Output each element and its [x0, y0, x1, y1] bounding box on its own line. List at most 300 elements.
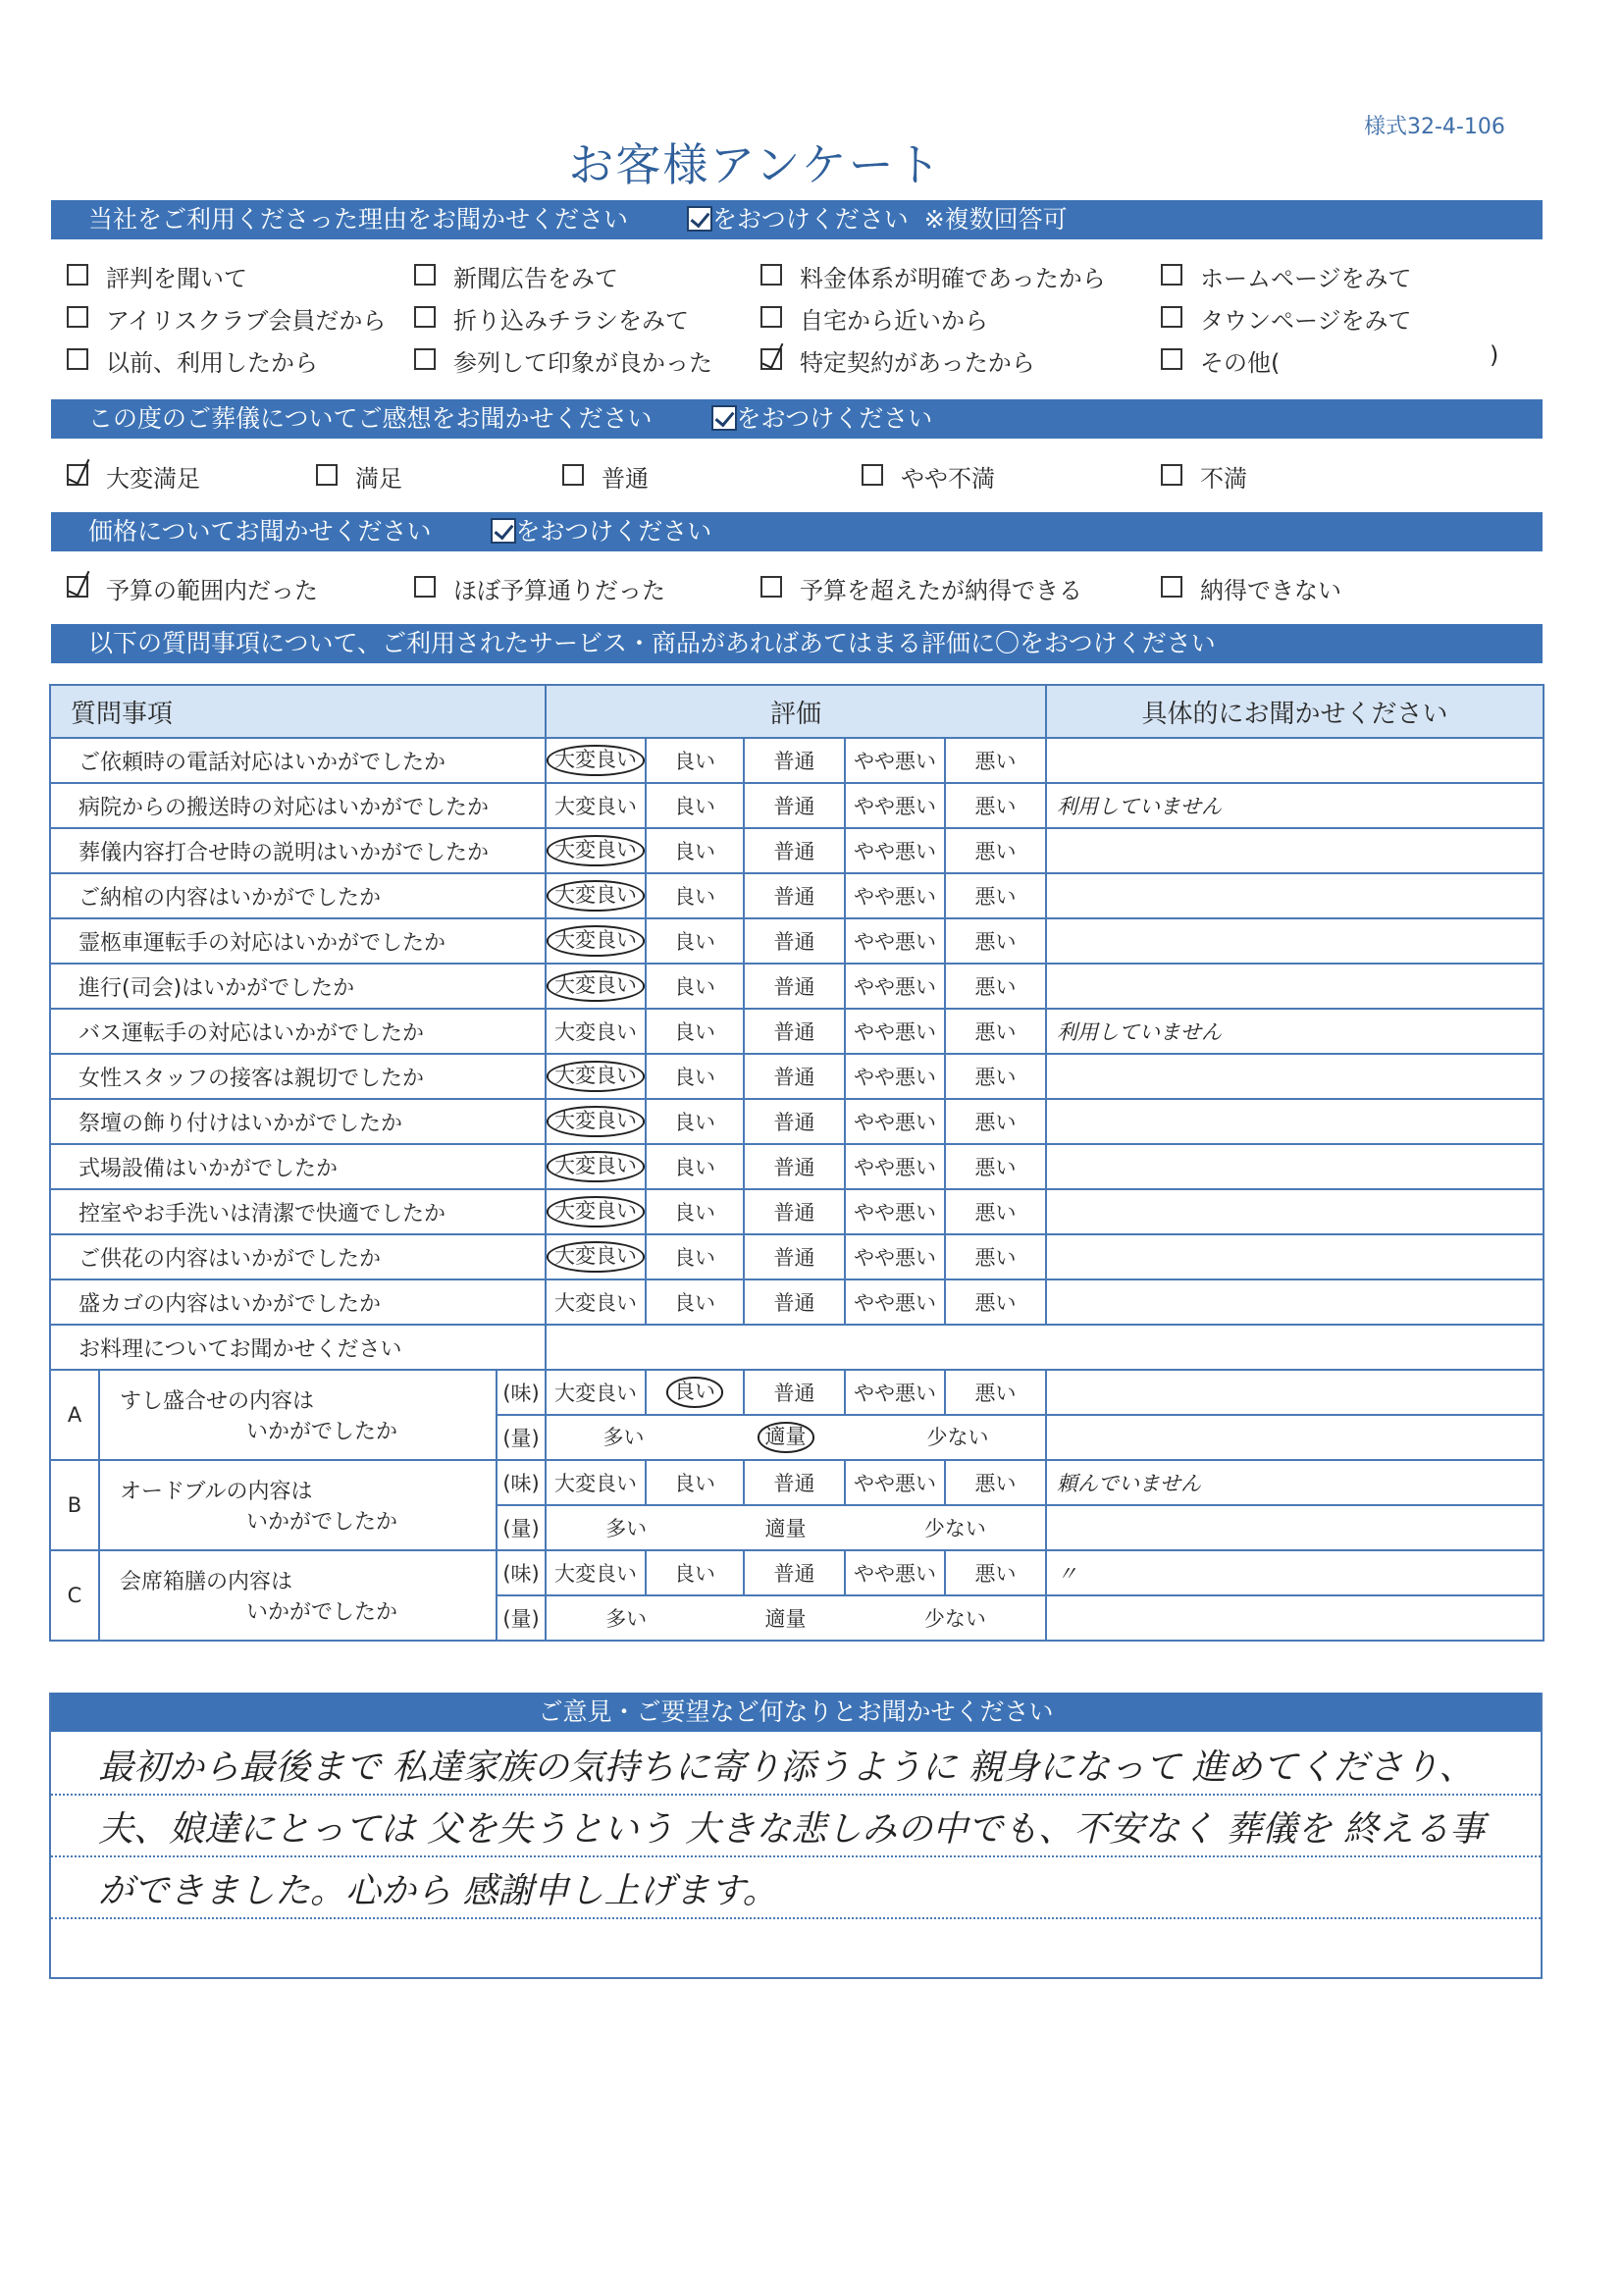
food1-taste-rating-0[interactable] [546, 1460, 646, 1505]
food-item-line1: すし盛合せの内容は [120, 1389, 315, 1414]
q2-rating-4[interactable] [945, 828, 1046, 873]
q2-rating-text-2: 普通 [773, 840, 815, 863]
q1-rating-3[interactable] [845, 783, 945, 828]
qty-label: (量) [497, 1595, 546, 1641]
q3-rating-3[interactable] [845, 873, 945, 918]
food2-taste-rating-text-0: 大変良い [554, 1562, 638, 1586]
sec2-header [51, 399, 1543, 439]
food-id: B [50, 1460, 99, 1550]
question-text: 女性スタッフの接客は親切でしたか [50, 1054, 546, 1099]
q11-rating-text-0: 大変良い [547, 1241, 645, 1272]
question-note[interactable] [1046, 873, 1544, 918]
q10-rating-3[interactable] [845, 1189, 945, 1234]
q4-rating-2[interactable] [744, 918, 845, 964]
q7-rating-text-0: 大変良い [547, 1061, 645, 1091]
food-taste-note[interactable]: 〃 [1046, 1550, 1544, 1595]
food1-taste-rating-text-4: 悪い [974, 1472, 1017, 1495]
q9-rating-0[interactable] [546, 1144, 646, 1189]
sec3-label-3: 納得できない [1200, 577, 1341, 604]
qty-option-2[interactable]: 少ない [923, 1517, 986, 1540]
q11-rating-text-3: やや悪い [854, 1246, 937, 1270]
qty-option-0[interactable]: 多い [602, 1426, 645, 1450]
question-note[interactable] [1046, 828, 1544, 873]
sec1-checkbox-8[interactable] [67, 348, 88, 370]
q10-rating-text-4: 悪い [974, 1201, 1017, 1225]
other-close-paren: ) [1490, 341, 1499, 369]
question-text: ご依頼時の電話対応はいかがでしたか [50, 738, 546, 783]
sec1-checkbox-10[interactable] [760, 348, 782, 370]
sec2-label-0: 大変満足 [106, 465, 200, 493]
food1-taste-rating-1[interactable] [646, 1460, 744, 1505]
q8-rating-4[interactable] [945, 1099, 1046, 1144]
sec2-label-2: 普通 [602, 465, 649, 493]
sec2-check-note: をおつけください [736, 404, 933, 433]
qty-label: (量) [497, 1505, 546, 1550]
sec1-label-8: 以前、利用したから [106, 349, 318, 377]
q4-rating-3[interactable] [845, 918, 945, 964]
qty-option-1[interactable]: 適量 [764, 1517, 807, 1540]
q8-rating-2[interactable] [744, 1099, 845, 1144]
q5-rating-2[interactable] [744, 964, 845, 1009]
q1-rating-4[interactable] [945, 783, 1046, 828]
food-item [99, 1460, 497, 1550]
qty-option-0[interactable]: 多い [605, 1607, 648, 1631]
comment-line-1[interactable]: 夫、娘達にとっては 父を失うという 大きな悲しみの中でも、不安なく 葬儀を 終える事 [98, 1809, 1486, 1850]
q10-rating-0[interactable] [546, 1189, 646, 1234]
question-row [50, 783, 1544, 828]
q12-rating-text-1: 良い [674, 1291, 716, 1315]
q7-rating-text-1: 良い [674, 1066, 716, 1089]
food-item [99, 1550, 497, 1641]
food0-taste-rating-3[interactable] [845, 1370, 945, 1415]
q3-rating-text-2: 普通 [773, 885, 815, 909]
question-note[interactable]: 利用していません [1046, 783, 1544, 828]
q2-rating-0[interactable] [546, 828, 646, 873]
q8-rating-text-4: 悪い [974, 1111, 1017, 1134]
q3-rating-1[interactable] [646, 873, 744, 918]
taste-label: (味) [497, 1550, 546, 1595]
q2-rating-2[interactable] [744, 828, 845, 873]
food2-taste-rating-3[interactable] [845, 1550, 945, 1595]
evaluation-table [49, 684, 1544, 1642]
q5-rating-1[interactable] [646, 964, 744, 1009]
q7-rating-1[interactable] [646, 1054, 744, 1099]
q1-rating-1[interactable] [646, 783, 744, 828]
food-header-row [50, 1325, 1544, 1370]
food-item-line1: 会席箱膳の内容は [120, 1570, 293, 1594]
food-taste-row [50, 1550, 1544, 1595]
q6-rating-4[interactable] [945, 1009, 1046, 1054]
question-note[interactable] [1046, 1189, 1544, 1234]
food-item-line2: いかがでしたか [245, 1510, 397, 1535]
q3-rating-text-3: やや悪い [854, 885, 937, 909]
q11-rating-text-4: 悪い [974, 1246, 1017, 1270]
q6-rating-0[interactable] [546, 1009, 646, 1054]
q5-rating-text-4: 悪い [974, 975, 1017, 999]
sec2-label-1: 満足 [355, 465, 402, 493]
sec2-checkbox-0[interactable] [67, 464, 88, 486]
comment-line-0[interactable]: 最初から最後まで 私達家族の気持ちに寄り添うように 親身になって 進めてくださり、 [98, 1748, 1475, 1788]
sec1-checkbox-9[interactable] [414, 348, 436, 370]
q0-rating-text-1: 良い [674, 750, 716, 773]
food-header-blank [546, 1325, 1544, 1370]
sec3-label-1: ほぼ予算通りだった [453, 577, 665, 604]
sec2-checkbox-1[interactable] [316, 464, 338, 486]
comment-rule-2 [51, 1917, 1541, 1919]
food0-taste-rating-text-0: 大変良い [554, 1382, 638, 1405]
sec3-checkbox-1[interactable] [414, 576, 436, 598]
q9-rating-2[interactable] [744, 1144, 845, 1189]
q2-rating-text-3: やや悪い [854, 840, 937, 863]
sec2-checkbox-4[interactable] [1161, 464, 1182, 486]
q11-rating-2[interactable] [744, 1234, 845, 1279]
sec1-label-11: その他( [1200, 349, 1281, 377]
question-text: 式場設備はいかがでしたか [50, 1144, 546, 1189]
food-header: お料理についてお聞かせください [50, 1325, 546, 1370]
q8-rating-0[interactable] [546, 1099, 646, 1144]
q9-rating-text-0: 大変良い [547, 1151, 645, 1181]
food2-taste-rating-0[interactable] [546, 1550, 646, 1595]
q6-rating-text-3: やや悪い [854, 1020, 937, 1044]
sec2-checkbox-2[interactable] [562, 464, 584, 486]
q6-rating-text-4: 悪い [974, 1020, 1017, 1044]
sec1-checkbox-1[interactable] [414, 264, 436, 286]
q4-rating-4[interactable] [945, 918, 1046, 964]
q6-rating-text-2: 普通 [773, 1020, 815, 1044]
food1-taste-rating-4[interactable] [945, 1460, 1046, 1505]
food-id: C [50, 1550, 99, 1641]
q10-rating-4[interactable] [945, 1189, 1046, 1234]
sec3-checkbox-3[interactable] [1161, 576, 1182, 598]
qty-option-0[interactable]: 多い [605, 1517, 648, 1540]
q3-rating-2[interactable] [744, 873, 845, 918]
sec1-checkbox-0[interactable] [67, 264, 88, 286]
sec2-checkbox-3[interactable] [862, 464, 883, 486]
question-row [50, 1234, 1544, 1279]
question-row [50, 873, 1544, 918]
q5-rating-text-2: 普通 [773, 975, 815, 999]
sec1-label-5: 折り込みチラシをみて [453, 307, 689, 335]
q6-rating-2[interactable] [744, 1009, 845, 1054]
sec1-checkbox-6[interactable] [760, 306, 782, 328]
check-mark-icon [687, 206, 712, 232]
sec3-label-2: 予算を超えたが納得できる [800, 577, 1082, 604]
q2-rating-1[interactable] [646, 828, 744, 873]
q7-rating-3[interactable] [845, 1054, 945, 1099]
q0-rating-0[interactable] [546, 738, 646, 783]
q4-rating-1[interactable] [646, 918, 744, 964]
q3-rating-text-1: 良い [674, 885, 716, 909]
food2-taste-rating-text-4: 悪い [974, 1562, 1017, 1586]
qty-option-2[interactable]: 少ない [926, 1426, 989, 1450]
question-note[interactable] [1046, 1234, 1544, 1279]
q4-rating-text-0: 大変良い [547, 925, 645, 956]
q9-rating-4[interactable] [945, 1144, 1046, 1189]
q12-rating-3[interactable] [845, 1279, 945, 1325]
sec1-check-note: をおつけください [712, 205, 909, 234]
question-text: 控室やお手洗いは清潔で快適でしたか [50, 1189, 546, 1234]
question-text: ご納棺の内容はいかがでしたか [50, 873, 546, 918]
sec1-label-9: 参列して印象が良かった [453, 349, 712, 377]
q5-rating-text-3: やや悪い [854, 975, 937, 999]
q7-rating-text-2: 普通 [773, 1066, 815, 1089]
qty-options [546, 1505, 1046, 1550]
q9-rating-text-3: やや悪い [854, 1156, 937, 1179]
food2-taste-rating-2[interactable] [744, 1550, 845, 1595]
food-item [99, 1370, 497, 1460]
food-taste-row [50, 1460, 1544, 1505]
q0-rating-3[interactable] [845, 738, 945, 783]
qty-option-2[interactable]: 少ない [923, 1607, 986, 1631]
sec1-label-10: 特定契約があったから [800, 349, 1035, 377]
food1-taste-rating-2[interactable] [744, 1460, 845, 1505]
sec1-checkbox-2[interactable] [760, 264, 782, 286]
q8-rating-text-2: 普通 [773, 1111, 815, 1134]
question-row [50, 1144, 1544, 1189]
q0-rating-text-2: 普通 [773, 750, 815, 773]
sec3-checkbox-2[interactable] [760, 576, 782, 598]
food-qty-note[interactable] [1046, 1415, 1544, 1460]
food-item-line2: いかがでしたか [245, 1600, 397, 1625]
q2-rating-text-1: 良い [674, 840, 716, 863]
sec1-label-7: タウンページをみて [1200, 307, 1412, 335]
page-title: お客様アンケート [568, 138, 943, 191]
qty-options [546, 1595, 1046, 1641]
q12-rating-4[interactable] [945, 1279, 1046, 1325]
q11-rating-3[interactable] [845, 1234, 945, 1279]
food-taste-note[interactable] [1046, 1370, 1544, 1415]
question-text: ご供花の内容はいかがでしたか [50, 1234, 546, 1279]
sec1-header-text: 当社をご利用くださった理由をお聞かせください [88, 205, 629, 234]
q3-rating-4[interactable] [945, 873, 1046, 918]
food-taste-row [50, 1370, 1544, 1415]
q0-rating-4[interactable] [945, 738, 1046, 783]
q12-rating-0[interactable] [546, 1279, 646, 1325]
sec1-checkbox-11[interactable] [1161, 348, 1182, 370]
sec1-label-1: 新聞広告をみて [453, 265, 618, 292]
q1-rating-text-4: 悪い [974, 795, 1017, 818]
question-text: 盛カゴの内容はいかがでしたか [50, 1279, 546, 1325]
food0-taste-rating-text-1: 良い [666, 1377, 723, 1407]
q10-rating-text-1: 良い [674, 1201, 716, 1225]
sec1-label-0: 評判を聞いて [106, 265, 247, 292]
food-id: A [50, 1370, 99, 1460]
food-item-line1: オードブルの内容は [120, 1480, 313, 1504]
q11-rating-text-1: 良い [674, 1246, 716, 1270]
question-text: 祭壇の飾り付けはいかがでしたか [50, 1099, 546, 1144]
q5-rating-0[interactable] [546, 964, 646, 1009]
sec3-checkbox-0[interactable] [67, 576, 88, 598]
sec1-checkbox-7[interactable] [1161, 306, 1182, 328]
q4-rating-text-4: 悪い [974, 930, 1017, 954]
q9-rating-text-4: 悪い [974, 1156, 1017, 1179]
q12-rating-1[interactable] [646, 1279, 744, 1325]
q5-rating-4[interactable] [945, 964, 1046, 1009]
comment-rule-0 [51, 1794, 1541, 1796]
question-note[interactable] [1046, 738, 1544, 783]
question-row [50, 1009, 1544, 1054]
qty-option-1[interactable]: 適量 [758, 1422, 814, 1452]
question-row [50, 1054, 1544, 1099]
food-taste-note[interactable]: 頼んでいません [1046, 1460, 1544, 1505]
q11-rating-1[interactable] [646, 1234, 744, 1279]
q1-rating-text-2: 普通 [773, 795, 815, 818]
sec2-header-text: この度のご葬儀についてご感想をお聞かせください [88, 404, 653, 433]
q3-rating-text-4: 悪い [974, 885, 1017, 909]
food2-taste-rating-1[interactable] [646, 1550, 744, 1595]
sec5-header: ご意見・ご要望など何なりとお聞かせください [49, 1693, 1543, 1732]
q9-rating-text-2: 普通 [773, 1156, 815, 1179]
q4-rating-0[interactable] [546, 918, 646, 964]
food0-taste-rating-text-3: やや悪い [854, 1382, 937, 1405]
food1-taste-rating-text-3: やや悪い [854, 1472, 937, 1495]
food-qty-note[interactable] [1046, 1595, 1544, 1641]
qty-options [546, 1415, 1046, 1460]
sec3-header [51, 512, 1543, 551]
q0-rating-text-4: 悪い [974, 750, 1017, 773]
q9-rating-text-1: 良い [674, 1156, 716, 1179]
q2-rating-3[interactable] [845, 828, 945, 873]
q7-rating-2[interactable] [744, 1054, 845, 1099]
food2-taste-rating-text-1: 良い [674, 1562, 716, 1586]
q0-rating-text-0: 大変良い [547, 745, 645, 775]
food-item-line2: いかがでしたか [245, 1420, 397, 1444]
q8-rating-3[interactable] [845, 1099, 945, 1144]
q7-rating-text-4: 悪い [974, 1066, 1017, 1089]
sec1-label-6: 自宅から近いから [800, 307, 988, 335]
check-mark-icon [491, 518, 516, 544]
q12-rating-text-2: 普通 [773, 1291, 815, 1315]
q5-rating-text-1: 良い [674, 975, 716, 999]
qty-label: (量) [497, 1415, 546, 1460]
form-code: 様式32-4-106 [1364, 115, 1505, 139]
question-note[interactable] [1046, 964, 1544, 1009]
q6-rating-text-1: 良い [674, 1020, 716, 1044]
question-text: 進行(司会)はいかがでしたか [50, 964, 546, 1009]
q10-rating-text-0: 大変良い [547, 1196, 645, 1226]
q12-rating-text-4: 悪い [974, 1291, 1017, 1315]
sec1-label-4: アイリスクラブ会員だから [106, 307, 387, 335]
q3-rating-text-0: 大変良い [547, 880, 645, 911]
q0-rating-2[interactable] [744, 738, 845, 783]
question-note[interactable] [1046, 918, 1544, 964]
question-note[interactable] [1046, 1144, 1544, 1189]
question-note[interactable] [1046, 1054, 1544, 1099]
comment-box [49, 1693, 1543, 1979]
question-note[interactable]: 利用していません [1046, 1009, 1544, 1054]
check-mark-icon [711, 405, 737, 431]
q7-rating-text-3: やや悪い [854, 1066, 937, 1089]
sec1-checkbox-5[interactable] [414, 306, 436, 328]
q4-rating-text-1: 良い [674, 930, 716, 954]
q7-rating-4[interactable] [945, 1054, 1046, 1099]
food2-taste-rating-text-2: 普通 [773, 1562, 815, 1586]
food1-taste-rating-text-0: 大変良い [554, 1472, 638, 1495]
q2-rating-text-0: 大変良い [547, 835, 645, 865]
sec4-header: 以下の質問事項について、ご利用されたサービス・商品があればあてはまる評価に〇をおつけください [51, 624, 1543, 663]
q1-rating-2[interactable] [744, 783, 845, 828]
question-row [50, 1189, 1544, 1234]
q8-rating-text-3: やや悪い [854, 1111, 937, 1134]
sec2-label-3: やや不満 [901, 465, 995, 493]
q12-rating-text-3: やや悪い [854, 1291, 937, 1315]
sec3-label-0: 予算の範囲内だった [106, 577, 318, 604]
q12-rating-text-0: 大変良い [554, 1291, 638, 1315]
sec1-header [51, 200, 1543, 239]
sec1-label-2: 料金体系が明確であったから [800, 265, 1106, 292]
question-note[interactable] [1046, 1099, 1544, 1144]
sec2-label-4: 不満 [1200, 465, 1247, 493]
q10-rating-text-3: やや悪い [854, 1201, 937, 1225]
food2-taste-rating-text-3: やや悪い [854, 1562, 937, 1586]
q4-rating-text-2: 普通 [773, 930, 815, 954]
food0-taste-rating-text-2: 普通 [773, 1382, 815, 1405]
food1-taste-rating-text-1: 良い [674, 1472, 716, 1495]
q11-rating-0[interactable] [546, 1234, 646, 1279]
food1-taste-rating-3[interactable] [845, 1460, 945, 1505]
food2-taste-rating-4[interactable] [945, 1550, 1046, 1595]
question-note[interactable] [1046, 1279, 1544, 1325]
q8-rating-text-1: 良い [674, 1111, 716, 1134]
q1-rating-0[interactable] [546, 783, 646, 828]
q12-rating-2[interactable] [744, 1279, 845, 1325]
q9-rating-3[interactable] [845, 1144, 945, 1189]
comment-rule-1 [51, 1855, 1541, 1857]
question-text: 病院からの搬送時の対応はいかがでしたか [50, 783, 546, 828]
q5-rating-3[interactable] [845, 964, 945, 1009]
col-rating-header: 評価 [546, 685, 1046, 738]
sec1-multi-note: ※複数回答可 [923, 205, 1068, 234]
q10-rating-2[interactable] [744, 1189, 845, 1234]
q10-rating-text-2: 普通 [773, 1201, 815, 1225]
q2-rating-text-4: 悪い [974, 840, 1017, 863]
q11-rating-text-2: 普通 [773, 1246, 815, 1270]
taste-label: (味) [497, 1370, 546, 1415]
question-text: バス運転手の対応はいかがでしたか [50, 1009, 546, 1054]
q3-rating-0[interactable] [546, 873, 646, 918]
q4-rating-text-3: やや悪い [854, 930, 937, 954]
question-row [50, 738, 1544, 783]
question-row [50, 828, 1544, 873]
q8-rating-1[interactable] [646, 1099, 744, 1144]
q11-rating-4[interactable] [945, 1234, 1046, 1279]
q5-rating-text-0: 大変良い [547, 970, 645, 1001]
food0-taste-rating-4[interactable] [945, 1370, 1046, 1415]
sec1-checkbox-4[interactable] [67, 306, 88, 328]
col-detail-header: 具体的にお聞かせください [1046, 685, 1544, 738]
qty-option-1[interactable]: 適量 [764, 1607, 807, 1631]
question-text: 葬儀内容打合せ時の説明はいかがでしたか [50, 828, 546, 873]
q6-rating-3[interactable] [845, 1009, 945, 1054]
food0-taste-rating-2[interactable] [744, 1370, 845, 1415]
q9-rating-1[interactable] [646, 1144, 744, 1189]
comment-line-2[interactable]: ができました。心から 感謝申し上げます。 [98, 1871, 778, 1911]
taste-label: (味) [497, 1460, 546, 1505]
col-question-header: 質問事項 [50, 685, 546, 738]
sec3-header-text: 価格についてお聞かせください [88, 517, 432, 546]
q10-rating-1[interactable] [646, 1189, 744, 1234]
q6-rating-1[interactable] [646, 1009, 744, 1054]
q0-rating-text-3: やや悪い [854, 750, 937, 773]
food0-taste-rating-1[interactable] [646, 1370, 744, 1415]
sec1-checkbox-3[interactable] [1161, 264, 1182, 286]
question-row [50, 964, 1544, 1009]
food-qty-note[interactable] [1046, 1505, 1544, 1550]
q7-rating-0[interactable] [546, 1054, 646, 1099]
q1-rating-text-3: やや悪い [854, 795, 937, 818]
food0-taste-rating-0[interactable] [546, 1370, 646, 1415]
q0-rating-1[interactable] [646, 738, 744, 783]
